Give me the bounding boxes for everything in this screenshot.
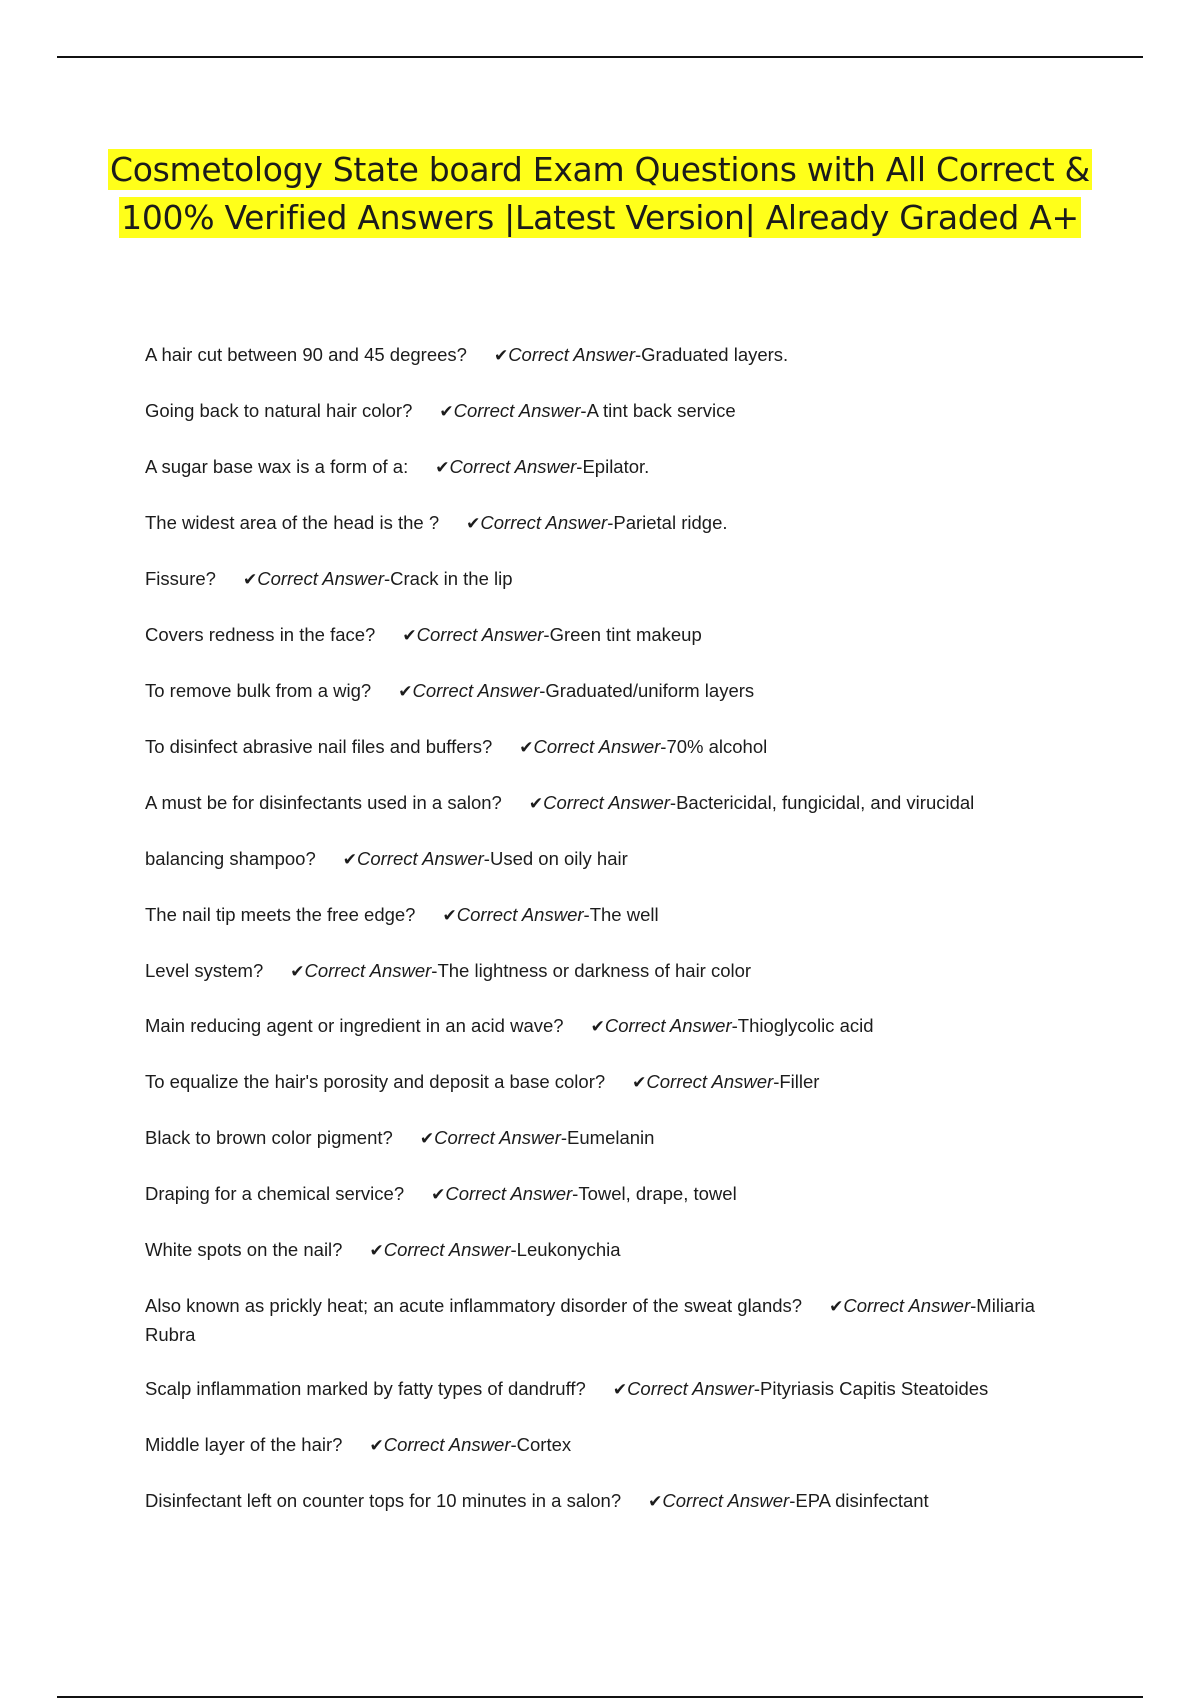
answer-text: -Used on oily hair — [483, 848, 628, 869]
answer-label: Correct Answer — [843, 1295, 971, 1316]
qa-item — [145, 1180, 1065, 1209]
document-title — [100, 146, 1100, 242]
qa-item — [145, 1292, 1065, 1348]
qa-item — [145, 509, 1065, 538]
answer-label: Correct Answer — [508, 344, 635, 365]
question-text: To disinfect abrasive nail files and buffers? — [145, 736, 493, 757]
qa-item — [145, 733, 1065, 762]
question-text: Also known as prickly heat; an acute inflammatory disorder of the sweat glands? — [145, 1295, 803, 1316]
answer-label: Correct Answer — [453, 400, 581, 421]
check-icon: ✔ — [648, 1492, 663, 1512]
answer-text: -70% alcohol — [660, 736, 768, 757]
qa-item — [145, 845, 1065, 874]
answer-label: Correct Answer — [257, 568, 384, 589]
answer-label: Correct Answer — [383, 1434, 511, 1455]
qa-item — [145, 1124, 1065, 1153]
answer-label: Correct Answer — [449, 456, 577, 477]
answer-text: -Towel, drape, towel — [572, 1183, 737, 1204]
answer-text: -The well — [583, 904, 659, 925]
question-text: balancing shampoo? — [145, 848, 316, 869]
question-text: Going back to natural hair color? — [145, 400, 413, 421]
title-block — [100, 146, 1100, 242]
check-icon: ✔ — [402, 626, 417, 646]
qa-item — [145, 1375, 1065, 1404]
answer-label: Correct Answer — [416, 624, 544, 645]
check-icon: ✔ — [439, 402, 454, 422]
question-text: To equalize the hair's porosity and deposit a base color? — [145, 1071, 606, 1092]
question-text: Disinfectant left on counter tops for 10 minutes in a salon? — [145, 1490, 622, 1511]
question-text: Fissure? — [145, 568, 216, 589]
check-icon: ✔ — [398, 682, 413, 702]
answer-text: -Leukonychia — [510, 1239, 621, 1260]
qa-list — [145, 341, 1065, 1543]
answer-text: -Eumelanin — [560, 1127, 655, 1148]
answer-label: Correct Answer — [480, 512, 608, 533]
qa-item — [145, 789, 1065, 818]
check-icon: ✔ — [431, 1185, 446, 1205]
document-title-text: Cosmetology State board Exam Questions with All Correct & 100% Verified Answers |Latest Version| Already Graded A+ — [110, 150, 1090, 237]
question-text: Middle layer of the hair? — [145, 1434, 343, 1455]
check-icon: ✔ — [290, 962, 305, 982]
check-icon: ✔ — [519, 738, 534, 758]
qa-item — [145, 565, 1065, 594]
answer-text: -Thioglycolic acid — [731, 1015, 874, 1036]
question-text: To remove bulk from a wig? — [145, 680, 372, 701]
top-rule — [57, 56, 1143, 58]
question-text: A must be for disinfectants used in a salon? — [145, 792, 502, 813]
question-text: The nail tip meets the free edge? — [145, 904, 416, 925]
answer-text: -Pityriasis Capitis Steatoides — [753, 1378, 989, 1399]
answer-text: -Green tint makeup — [543, 624, 702, 645]
check-icon: ✔ — [342, 850, 357, 870]
check-icon: ✔ — [435, 458, 450, 478]
qa-item — [145, 901, 1065, 930]
answer-label: Correct Answer — [434, 1127, 561, 1148]
qa-item — [145, 1487, 1065, 1516]
question-text: Draping for a chemical service? — [145, 1183, 405, 1204]
answer-label: Correct Answer — [627, 1378, 754, 1399]
answer-text: -Graduated/uniform layers — [539, 680, 755, 701]
qa-item — [145, 1012, 1065, 1041]
question-text: White spots on the nail? — [145, 1239, 343, 1260]
answer-text: -Filler — [773, 1071, 820, 1092]
answer-label: Correct Answer — [412, 680, 540, 701]
answer-text: -Crack in the lip — [384, 568, 513, 589]
answer-label: Correct Answer — [646, 1071, 774, 1092]
question-text: A sugar base wax is a form of a: — [145, 456, 409, 477]
check-icon: ✔ — [528, 794, 544, 814]
answer-label: Correct Answer — [533, 736, 661, 757]
qa-item — [145, 1431, 1065, 1460]
answer-label: Correct Answer — [445, 1183, 573, 1204]
qa-item — [145, 453, 1065, 482]
answer-text: -Graduated layers. — [634, 344, 789, 365]
answer-text: -A tint back service — [580, 400, 736, 421]
answer-text: -Bactericidal, fungicidal, and virucidal — [669, 792, 975, 813]
answer-text: -Parietal ridge. — [607, 512, 728, 533]
qa-item — [145, 1068, 1065, 1097]
check-icon: ✔ — [419, 1129, 435, 1149]
check-icon: ✔ — [590, 1017, 605, 1037]
check-icon: ✔ — [369, 1241, 384, 1261]
question-text: Covers redness in the face? — [145, 624, 376, 645]
bottom-rule — [57, 1696, 1143, 1698]
question-text: The widest area of the head is the ? — [145, 512, 440, 533]
answer-text: -Miliaria Rubra — [145, 1295, 1035, 1345]
check-icon: ✔ — [493, 346, 509, 366]
qa-item — [145, 621, 1065, 650]
check-icon: ✔ — [829, 1297, 844, 1317]
qa-item — [145, 341, 1065, 370]
answer-text: -EPA disinfectant — [789, 1490, 929, 1511]
qa-item — [145, 957, 1065, 986]
question-text: Main reducing agent or ingredient in an acid wave? — [145, 1015, 564, 1036]
answer-label: Correct Answer — [456, 904, 584, 925]
question-text: Black to brown color pigment? — [145, 1127, 393, 1148]
check-icon: ✔ — [612, 1380, 628, 1400]
qa-item — [145, 1236, 1065, 1265]
question-text: A hair cut between 90 and 45 degrees? — [145, 344, 467, 365]
answer-label: Correct Answer — [304, 960, 432, 981]
answer-text: -Epilator. — [576, 456, 650, 477]
answer-text: -The lightness or darkness of hair color — [431, 960, 752, 981]
question-text: Level system? — [145, 960, 264, 981]
check-icon: ✔ — [632, 1073, 647, 1093]
answer-text: -Cortex — [510, 1434, 572, 1455]
answer-label: Correct Answer — [604, 1015, 732, 1036]
check-icon: ✔ — [369, 1436, 384, 1456]
qa-item — [145, 677, 1065, 706]
answer-label: Correct Answer — [383, 1239, 511, 1260]
answer-label: Correct Answer — [662, 1490, 790, 1511]
check-icon: ✔ — [242, 570, 258, 590]
check-icon: ✔ — [466, 514, 481, 534]
answer-label: Correct Answer — [357, 848, 484, 869]
answer-label: Correct Answer — [543, 792, 670, 813]
question-text: Scalp inflammation marked by fatty types of dandruff? — [145, 1378, 586, 1399]
check-icon: ✔ — [442, 906, 457, 926]
qa-item — [145, 397, 1065, 426]
